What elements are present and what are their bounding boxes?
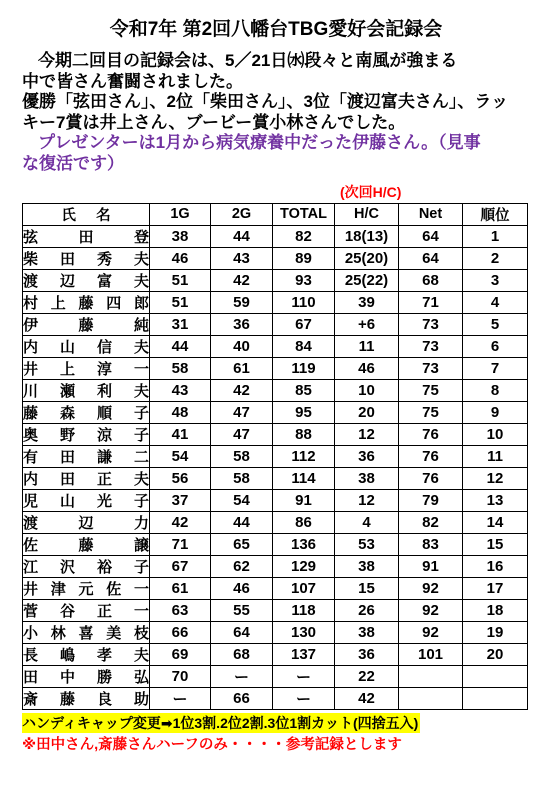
handicap-cell: 22 [335, 666, 399, 688]
score-2g-cell: 42 [211, 380, 273, 402]
presenter-line: な復活です） [22, 153, 124, 173]
handicap-cell: 15 [335, 578, 399, 600]
handicap-cell: 46 [335, 358, 399, 380]
handicap-cell: 53 [335, 534, 399, 556]
score-1g-cell: 51 [150, 270, 211, 292]
total-score-cell: 89 [273, 248, 335, 270]
net-score-cell: 75 [399, 380, 463, 402]
results-sheet [0, 17, 552, 787]
player-name-cell: 渡辺力 [23, 512, 150, 534]
rank-cell: 17 [463, 578, 528, 600]
table-row [23, 600, 528, 622]
rank-cell: 8 [463, 380, 528, 402]
rank-cell: 11 [463, 446, 528, 468]
score-1g-cell: 37 [150, 490, 211, 512]
score-2g-cell: 36 [211, 314, 273, 336]
presenter-line: プレゼンターは1月から病気療養中だった伊藤さん。（見事 [38, 133, 481, 153]
player-name-cell: 川瀬利夫 [23, 380, 150, 402]
handicap-cell: 26 [335, 600, 399, 622]
player-name-cell: 柴田秀夫 [23, 248, 150, 270]
score-2g-cell: 44 [211, 512, 273, 534]
table-row [23, 248, 528, 270]
net-score-cell: 92 [399, 622, 463, 644]
handicap-cell: 12 [335, 490, 399, 512]
player-name-cell: 佐藤譲 [23, 534, 150, 556]
score-1g-cell: 71 [150, 534, 211, 556]
net-score-cell: 75 [399, 402, 463, 424]
table-row [23, 424, 528, 446]
table-row [23, 578, 528, 600]
score-2g-cell: 62 [211, 556, 273, 578]
net-score-cell: 68 [399, 270, 463, 292]
page-title: 令和7年 第2回八幡台TBG愛好会記録会 [109, 19, 443, 40]
rank-cell: 3 [463, 270, 528, 292]
net-score-cell: 71 [399, 292, 463, 314]
score-1g-cell: 67 [150, 556, 211, 578]
score-2g-cell: 58 [211, 446, 273, 468]
net-score-cell: 73 [399, 314, 463, 336]
score-2g-cell: 47 [211, 424, 273, 446]
table-row [23, 556, 528, 578]
player-name-cell: 田中勝弘 [23, 666, 150, 688]
table-row [23, 226, 528, 248]
score-2g-cell: 44 [211, 226, 273, 248]
score-1g-cell: 61 [150, 578, 211, 600]
handicap-cell: 4 [335, 512, 399, 534]
table-row [23, 358, 528, 380]
player-name-cell: 井上淳一 [23, 358, 150, 380]
total-score-cell: ー [273, 688, 335, 710]
player-name-cell: 井津元佐一 [23, 578, 150, 600]
total-score-cell: 119 [273, 358, 335, 380]
net-score-cell: 64 [399, 226, 463, 248]
score-1g-cell: 63 [150, 600, 211, 622]
score-2g-cell: 65 [211, 534, 273, 556]
player-name-cell: 弦田登 [23, 226, 150, 248]
net-score-cell: 91 [399, 556, 463, 578]
handicap-cell: 18(13) [335, 226, 399, 248]
table-row [23, 534, 528, 556]
rank-cell: 13 [463, 490, 528, 512]
total-score-cell: 93 [273, 270, 335, 292]
rank-cell: 4 [463, 292, 528, 314]
player-name-cell: 斎藤良助 [23, 688, 150, 710]
score-1g-cell: 44 [150, 336, 211, 358]
net-score-cell: 76 [399, 446, 463, 468]
handicap-cell: 38 [335, 556, 399, 578]
score-1g-cell: 46 [150, 248, 211, 270]
score-1g-cell: 69 [150, 644, 211, 666]
score-1g-cell: 66 [150, 622, 211, 644]
handicap-change-row [22, 713, 530, 733]
net-score-cell: 83 [399, 534, 463, 556]
player-name-cell: 児山光子 [23, 490, 150, 512]
net-score-cell: 64 [399, 248, 463, 270]
rank-cell: 12 [463, 468, 528, 490]
handicap-cell: 36 [335, 446, 399, 468]
table-row [23, 380, 528, 402]
total-score-cell: 118 [273, 600, 335, 622]
table-row [23, 292, 528, 314]
score-2g-cell: 54 [211, 490, 273, 512]
table-row [23, 512, 528, 534]
rank-cell: 18 [463, 600, 528, 622]
total-score-cell: 82 [273, 226, 335, 248]
rank-cell: 10 [463, 424, 528, 446]
score-1g-cell: 70 [150, 666, 211, 688]
player-name-cell: 長嶋孝夫 [23, 644, 150, 666]
score-2g-cell: 55 [211, 600, 273, 622]
net-score-cell: 76 [399, 424, 463, 446]
next-handicap-label: (次回H/C) [340, 183, 402, 200]
net-score-cell: 79 [399, 490, 463, 512]
score-2g-cell: 59 [211, 292, 273, 314]
net-score-cell: 73 [399, 358, 463, 380]
total-score-cell: 88 [273, 424, 335, 446]
player-name-cell: 内田正夫 [23, 468, 150, 490]
table-row [23, 644, 528, 666]
col-header-total: TOTAL [273, 203, 335, 226]
total-score-cell: 85 [273, 380, 335, 402]
intro-text [22, 51, 530, 175]
player-name-cell: 渡辺富夫 [23, 270, 150, 292]
score-1g-cell: 38 [150, 226, 211, 248]
net-score-cell: 92 [399, 578, 463, 600]
handicap-cell: 10 [335, 380, 399, 402]
score-1g-cell: 42 [150, 512, 211, 534]
table-row [23, 622, 528, 644]
results-table [22, 203, 528, 711]
score-2g-cell: 68 [211, 644, 273, 666]
player-name-cell: 藤森順子 [23, 402, 150, 424]
score-2g-cell: 47 [211, 402, 273, 424]
table-row [23, 314, 528, 336]
player-name-cell: 伊藤純 [23, 314, 150, 336]
net-score-cell [399, 688, 463, 710]
player-name-cell: 小林喜美枝 [23, 622, 150, 644]
total-score-cell: 91 [273, 490, 335, 512]
player-name-cell: 村上藤四郎 [23, 292, 150, 314]
rank-cell: 6 [463, 336, 528, 358]
col-header-name: 氏名 [23, 203, 150, 226]
score-2g-cell: 58 [211, 468, 273, 490]
rank-cell: 5 [463, 314, 528, 336]
handicap-change-note: ハンディキャップ変更➡1位3割.2位2割.3位1割カット(四捨五入) [22, 715, 419, 732]
score-1g-cell: 43 [150, 380, 211, 402]
net-score-cell: 101 [399, 644, 463, 666]
total-score-cell: 112 [273, 446, 335, 468]
rank-cell: 15 [463, 534, 528, 556]
reference-note: ※田中さん,斎藤さんハーフのみ・・・・参考記録とします [22, 737, 402, 754]
rank-cell: 14 [463, 512, 528, 534]
rank-cell: 9 [463, 402, 528, 424]
net-score-cell: 73 [399, 336, 463, 358]
score-2g-cell: ー [211, 666, 273, 688]
total-score-cell: 114 [273, 468, 335, 490]
col-header-net: Net [399, 203, 463, 226]
col-header-1g: 1G [150, 203, 211, 226]
table-row [23, 490, 528, 512]
handicap-cell: 20 [335, 402, 399, 424]
handicap-cell: 42 [335, 688, 399, 710]
score-1g-cell: 54 [150, 446, 211, 468]
score-2g-cell: 61 [211, 358, 273, 380]
handicap-cell: 38 [335, 622, 399, 644]
total-score-cell: ー [273, 666, 335, 688]
rank-cell: 20 [463, 644, 528, 666]
player-name-cell: 奥野涼子 [23, 424, 150, 446]
score-1g-cell: 58 [150, 358, 211, 380]
rank-cell: 1 [463, 226, 528, 248]
table-row [23, 446, 528, 468]
handicap-cell: 39 [335, 292, 399, 314]
rank-cell: 16 [463, 556, 528, 578]
score-1g-cell: 51 [150, 292, 211, 314]
total-score-cell: 129 [273, 556, 335, 578]
player-name-cell: 有田謙二 [23, 446, 150, 468]
handicap-cell: 11 [335, 336, 399, 358]
table-row [23, 336, 528, 358]
score-1g-cell: ー [150, 688, 211, 710]
net-score-cell [399, 666, 463, 688]
intro-line: 中で皆さん奮闘されました。 [22, 71, 243, 91]
rank-cell: 2 [463, 248, 528, 270]
handicap-cell: 25(20) [335, 248, 399, 270]
total-score-cell: 110 [273, 292, 335, 314]
player-name-cell: 菅谷正一 [23, 600, 150, 622]
table-row [23, 468, 528, 490]
intro-line: 優勝「弦田さん」、2位「柴田さん」、3位「渡辺富夫さん」、ラッ [22, 92, 509, 112]
net-score-cell: 76 [399, 468, 463, 490]
player-name-cell: 内山信夫 [23, 336, 150, 358]
score-2g-cell: 40 [211, 336, 273, 358]
handicap-cell: 38 [335, 468, 399, 490]
total-score-cell: 130 [273, 622, 335, 644]
total-score-cell: 86 [273, 512, 335, 534]
score-1g-cell: 41 [150, 424, 211, 446]
handicap-cell: 12 [335, 424, 399, 446]
rank-cell: 7 [463, 358, 528, 380]
table-header-row [23, 203, 528, 226]
intro-line: キー7賞は井上さん、ブービー賞小林さんでした。 [22, 112, 406, 132]
score-2g-cell: 46 [211, 578, 273, 600]
handicap-cell: +6 [335, 314, 399, 336]
table-row [23, 270, 528, 292]
intro-line: 今期二回目の記録会は、5／21日㈬段々と南風が強まる [38, 51, 458, 70]
total-score-cell: 67 [273, 314, 335, 336]
score-2g-cell: 42 [211, 270, 273, 292]
score-2g-cell: 66 [211, 688, 273, 710]
table-row [23, 688, 528, 710]
net-score-cell: 92 [399, 600, 463, 622]
rank-cell [463, 666, 528, 688]
score-2g-cell: 43 [211, 248, 273, 270]
total-score-cell: 95 [273, 402, 335, 424]
rank-cell [463, 688, 528, 710]
handicap-cell: 25(22) [335, 270, 399, 292]
col-header-handicap: H/C [335, 203, 399, 226]
player-name-cell: 江沢裕子 [23, 556, 150, 578]
total-score-cell: 137 [273, 644, 335, 666]
total-score-cell: 136 [273, 534, 335, 556]
score-1g-cell: 48 [150, 402, 211, 424]
score-1g-cell: 56 [150, 468, 211, 490]
table-row [23, 402, 528, 424]
total-score-cell: 84 [273, 336, 335, 358]
table-row [23, 666, 528, 688]
col-header-2g: 2G [211, 203, 273, 226]
table-body [23, 226, 528, 710]
net-score-cell: 82 [399, 512, 463, 534]
rank-cell: 19 [463, 622, 528, 644]
score-1g-cell: 31 [150, 314, 211, 336]
score-2g-cell: 64 [211, 622, 273, 644]
total-score-cell: 107 [273, 578, 335, 600]
col-header-rank: 順位 [463, 203, 528, 226]
handicap-cell: 36 [335, 644, 399, 666]
